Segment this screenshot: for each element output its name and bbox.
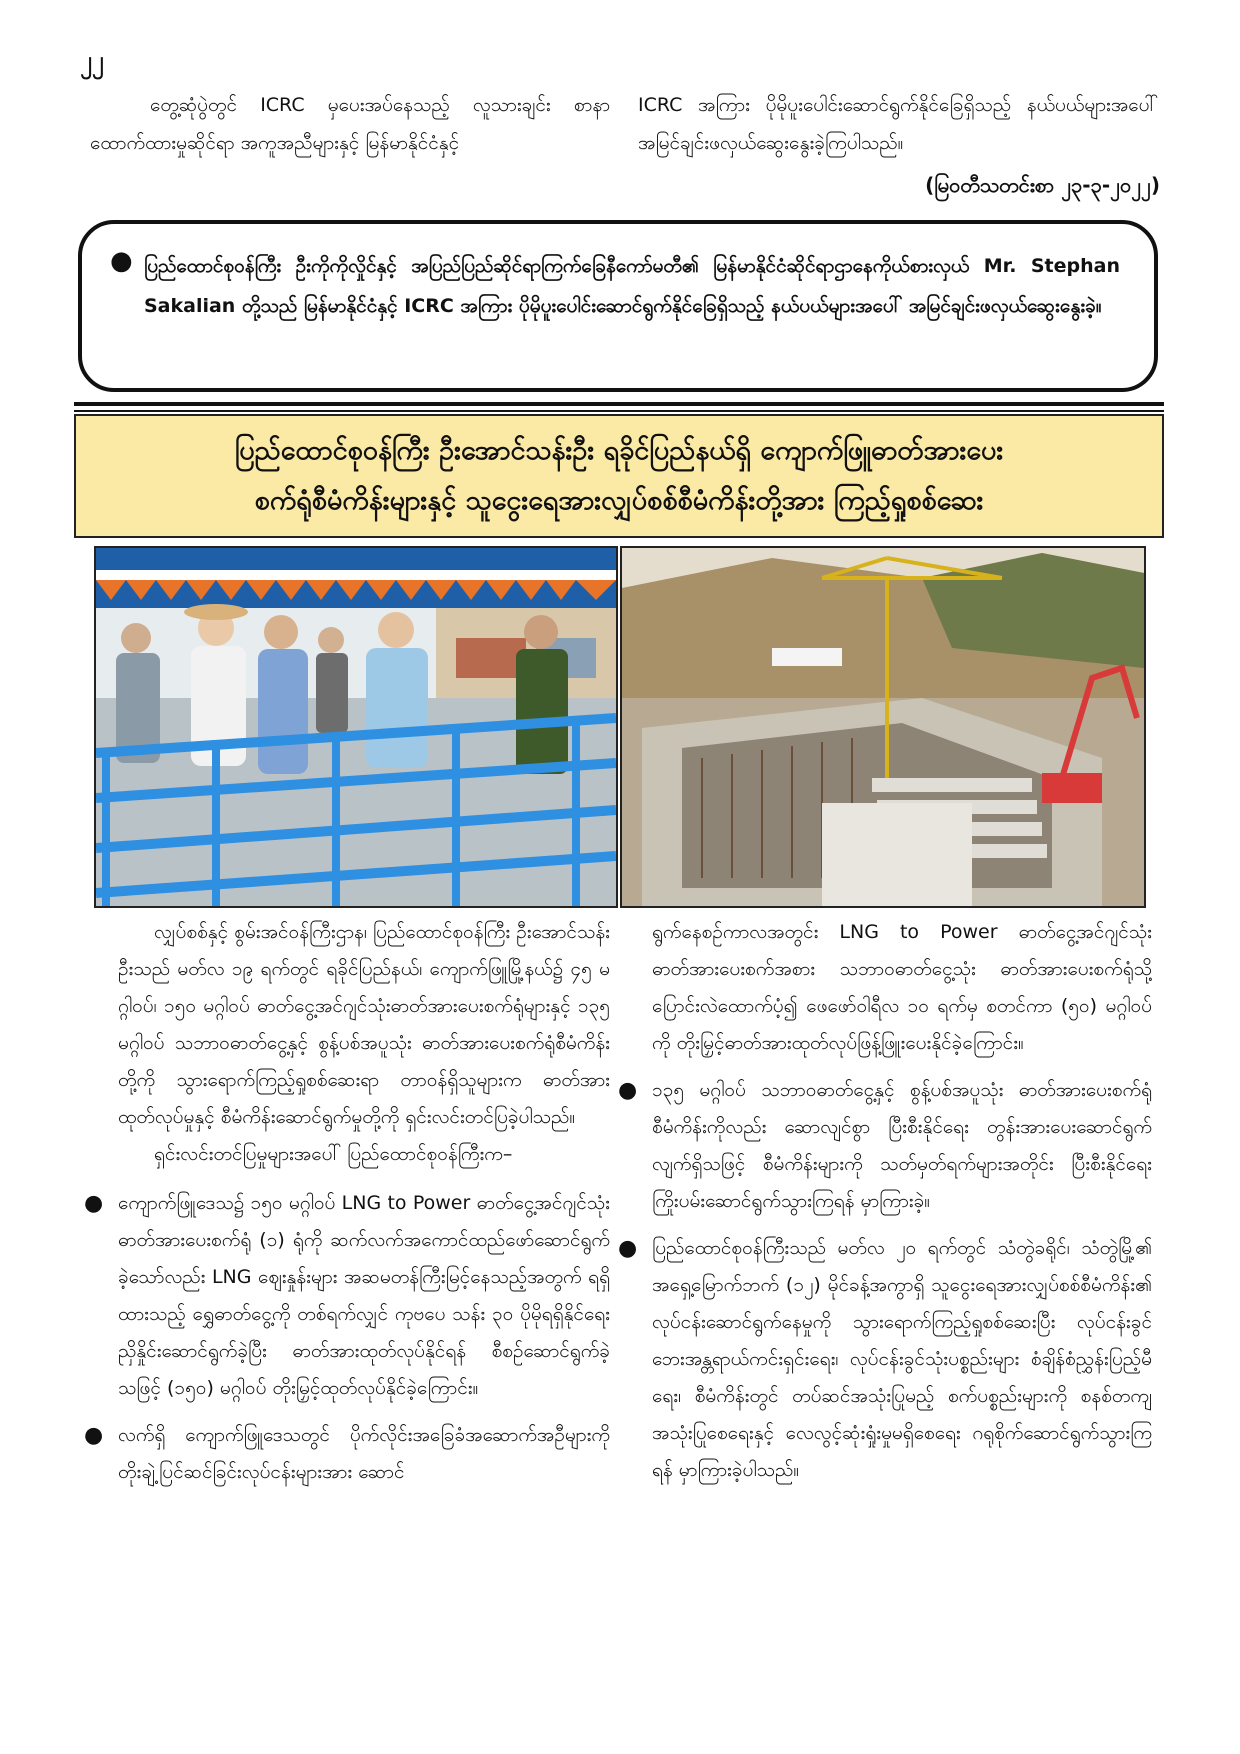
top-left-paragraph: တွေ့ဆုံပွဲတွင် ICRC မှပေးအပ်နေသည့် လူသားချင်း စာနာထောက်ထားမှုဆိုင်ရာ အကူအညီများနှင့် မြန်မာနိုင်ငံနှင့် [90,94,610,154]
body-left-column [84,914,610,1501]
list-item-text: ကျောက်ဖြူဒေသ၌ ၁၅၀ မဂ္ဂါဝပ် LNG to Power ဓာတ်ငွေ့အင်ဂျင်သုံး ဓာတ်အားပေးစက်ရုံ (၁) ရုံကို ဆက်လက်အကောင်ထည်ဖော်ဆောင်ရွက်ခဲ့သော်လည်း LNG ဈေးနှုန်းများ အဆမတန်ကြီးမြင့်နေသည့်အတွက် ရရှိထားသည့် ရွှေဓာတ်ငွေ့ကို တစ်ရက်လျှင် ကုဗပေ သန်း ၃၀ ပိုမိုရရှိနိုင်ရေး ညှိနှိုင်းဆောင်ရွက်ခဲ့ပြီး ဓာတ်အားထုတ်လုပ်နိုင်ရန် စီစဉ်ဆောင်ရွက်ခဲ့သဖြင့် (၁၅၀) မဂ္ဂါဝပ် တိုးမြှင့်ထုတ်လုပ်နိုင်ခဲ့ကြောင်း။ [118,1192,610,1399]
body-lead-paragraph: ရှင်းလင်းတင်ပြမှုများအပေါ် ပြည်ထောင်စုဝန်ကြီးက– [154,1143,513,1165]
bullet-list-left [84,1185,610,1491]
list-item-text: လက်ရှိ ကျောက်ဖြူဒေသတွင် ပိုက်လိုင်းအခြေခံအဆောက်အဦများကို တိုးချဲ့ပြင်ဆင်ခြင်းလုပ်ငန်းများအား ဆောင် [118,1424,610,1483]
bullet-icon: ● [618,1078,638,1103]
headline-line-2: စက်ရုံစီမံကိန်းများနှင့် သူငွေးရေအားလျှပ်စစ်စီမံကိန်းတို့အား ကြည့်ရှုစစ်ဆေး [254,485,984,516]
source-citation: (မြဝတီသတင်းစာ ၂၃-၃-၂၀၂၂) [925,173,1160,197]
continued-paragraph: ရွက်နေစဉ်ကာလအတွင်း LNG to Power ဓာတ်ငွေ့အင်ဂျင်သုံးဓာတ်အားပေးစက်အစား သဘာဝဓာတ်ငွေ့သုံး ဓာတ်အားပေးစက်ရုံသို့ ပြောင်းလဲထောက်ပံ့၍ ဖေဖော်ဝါရီလ ၁၀ ရက်မှ စတင်ကာ (၅၀) မဂ္ဂါဝပ်ကို တိုးမြှင့်ဓာတ်အားထုတ်လုပ်ဖြန့်ဖြူးပေးနိုင်ခဲ့ကြောင်း။ [652,921,1152,1054]
divider [74,402,1164,406]
bullet-icon: ● [84,1423,104,1448]
photo-officials-at-railing [94,546,618,908]
list-item [84,1417,610,1491]
list-item-text: ပြည်ထောင်စုဝန်ကြီးသည် မတ်လ ၂၀ ရက်တွင် သံတွဲခရိုင်၊ သံတွဲမြို့၏ အရှေ့မြောက်ဘက် (၁၂) မိုင်ခန့်အကွာရှိ သူငွေးရေအားလျှပ်စစ်စီမံကိန်း၏ လုပ်ငန်းဆောင်ရွက်နေမှုကို သွားရောက်ကြည့်ရှုစစ်ဆေးပြီး လုပ်ငန်းခွင်ဘေးအန္တရာယ်ကင်းရှင်းရေး၊ လုပ်ငန်းခွင်သုံးပစ္စည်းများ စံချိန်စံညွှန်းပြည့်မီရေး၊ စီမံကိန်းတွင် တပ်ဆင်အသုံးပြုမည့် စက်ပစ္စည်းများကို စနစ်တကျ အသုံးပြုစေရေးနှင့် လေလွင့်ဆုံးရှုံးမှုမရှိစေရေး ဂရုစိုက်ဆောင်ရွက်သွားကြရန် မှာကြားခဲ့ပါသည်။ [652,1237,1152,1481]
article-headline [74,414,1164,538]
page-number: ၂၂ [80,46,104,74]
body-intro-paragraph: လျှပ်စစ်နှင့် စွမ်းအင်ဝန်ကြီးဌာန၊ ပြည်ထောင်စုဝန်ကြီး ဦးအောင်သန်းဦးသည် မတ်လ ၁၉ ရက်တွင် ရခိုင်ပြည်နယ်၊ ကျောက်ဖြူမြို့နယ်၌ ၄၅ မဂ္ဂါဝပ်၊ ၁၅၀ မဂ္ဂါဝပ် ဓာတ်ငွေ့အင်ဂျင်သုံးဓာတ်အားပေးစက်ရုံများနှင့် ၁၃၅ မဂ္ဂါဝပ် သဘာဝဓာတ်ငွေ့နှင့် စွန့်ပစ်အပူသုံး ဓာတ်အားပေးစက်ရုံစီမံကိန်းတို့ကို သွားရောက်ကြည့်ရှုစစ်ဆေးရာ တာဝန်ရှိသူများက ဓာတ်အားထုတ်လုပ်မှုနှင့် စီမံကိန်းဆောင်ရွက်မှုတို့ကို ရှင်းလင်းတင်ပြခဲ့ပါသည်။ [118,921,610,1128]
list-item [84,1185,610,1407]
bullet-icon: ● [618,1236,638,1261]
body-right-column [618,914,1152,1499]
top-right-paragraph: ICRC အကြား ပိုမိုပူးပေါင်းဆောင်ရွက်နိုင်ခြေရှိသည့် နယ်ပယ်များအပေါ် အမြင်ချင်းဖလှယ်ဆွေးနွေးခဲ့ကြပါသည်။ [638,94,1158,154]
photo-construction-site [620,546,1146,908]
divider [74,410,1164,412]
bullet-icon: ● [84,1191,104,1216]
list-item [618,1230,1152,1489]
highlight-box [78,220,1158,392]
list-item [618,1072,1152,1220]
highlight-text: ပြည်ထောင်စုဝန်ကြီး ဦးကိုကိုလှိုင်နှင့် အပြည်ပြည်ဆိုင်ရာကြက်ခြေနီကော်မတီ၏ မြန်မာနိုင်ငံဆိုင်ရာဌာနေကိုယ်စားလှယ် Mr. Stephan Sakalian တို့သည် မြန်မာနိုင်ငံနှင့် ICRC အကြား ပိုမိုပူးပေါင်းဆောင်ရွက်နိုင်ခြေရှိသည့် နယ်ပယ်များအပေါ် အမြင်ချင်းဖလှယ်ဆွေးနွေးခဲ့။ [144,255,1120,317]
bullet-list-right [618,1072,1152,1489]
list-item-text: ၁၃၅ မဂ္ဂါဝပ် သဘာဝဓာတ်ငွေ့နှင့် စွန့်ပစ်အပူသုံး ဓာတ်အားပေးစက်ရုံစီမံကိန်းကိုလည်း ဆောလျင်စွာ ပြီးစီးနိုင်ရေး တွန်းအားပေးဆောင်ရွက်လျက်ရှိသဖြင့် စီမံကိန်းများကို သတ်မှတ်ရက်များအတိုင်း ပြီးစီးနိုင်ရေး ကြိုးပမ်းဆောင်ရွက်သွားကြရန် မှာကြားခဲ့။ [652,1079,1152,1212]
bullet-icon: ● [110,246,133,276]
headline-line-1: ပြည်ထောင်စုဝန်ကြီး ဦးအောင်သန်းဦး ရခိုင်ပြည်နယ်ရှိ ကျောက်ဖြူဓာတ်အားပေး [234,435,1004,466]
